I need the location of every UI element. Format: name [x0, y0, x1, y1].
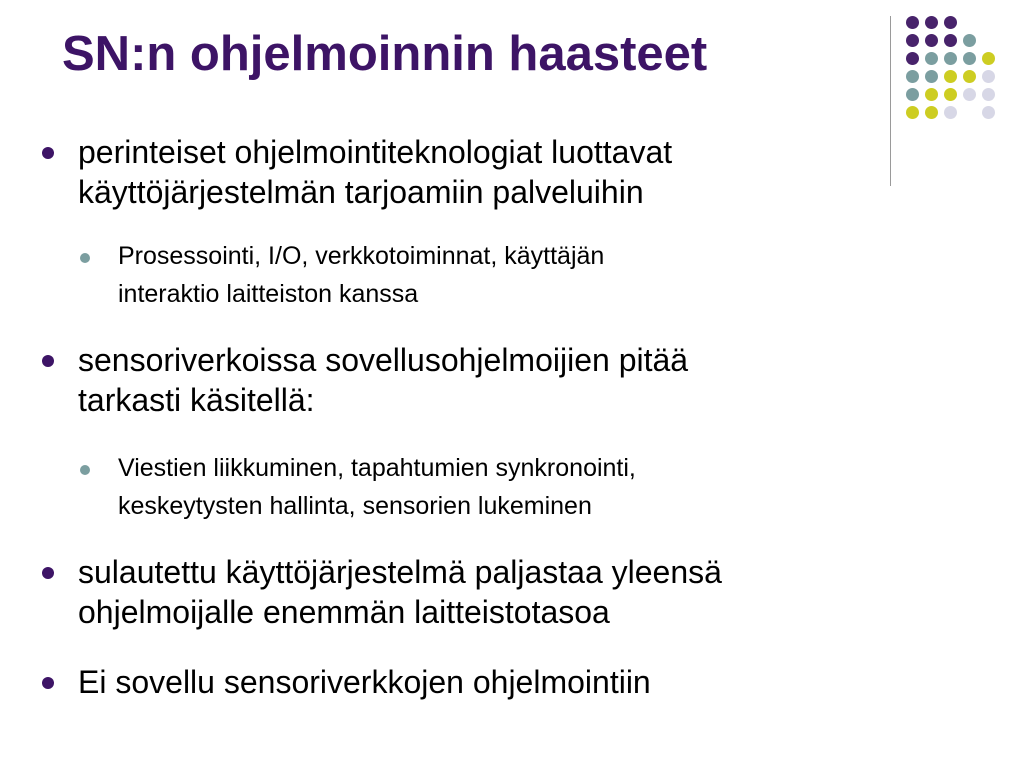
bullet-item: [42, 132, 672, 213]
bullet-text: sulautettu käyttöjärjestelmä paljastaa yleensä ohjelmoijalle enemmän laitteistotasoa: [78, 554, 722, 631]
bullet-dot-icon: [42, 147, 54, 159]
bullet-dot-icon: [42, 355, 54, 367]
bullet-item: [42, 552, 722, 633]
sub-bullet-text: Viestien liikkuminen, tapahtumien synkronointi, keskeytysten hallinta, sensorien lukeminen: [118, 454, 636, 520]
bullet-text: Ei sovellu sensoriverkkojen ohjelmointiin: [78, 664, 651, 700]
bullet-dot-icon: [80, 465, 90, 475]
sub-bullet-item: [80, 450, 636, 525]
bullet-dot-icon: [42, 677, 54, 689]
bullet-item: [42, 340, 688, 421]
bullet-item: [42, 662, 651, 702]
bullet-text: perinteiset ohjelmointiteknologiat luottavat käyttöjärjestelmän tarjoamiin palveluihin: [78, 134, 673, 211]
sub-bullet-item: [80, 238, 604, 313]
slide-title: SN:n ohjelmoinnin haasteet: [62, 27, 708, 81]
bullet-dot-icon: [80, 253, 90, 263]
sub-bullet-text: Prosessointi, I/O, verkkotoiminnat, käyttäjän interaktio laitteiston kanssa: [118, 242, 605, 308]
bullet-text: sensoriverkoissa sovellusohjelmoijien pitää tarkasti käsitellä:: [78, 342, 689, 419]
bullet-dot-icon: [42, 567, 54, 579]
